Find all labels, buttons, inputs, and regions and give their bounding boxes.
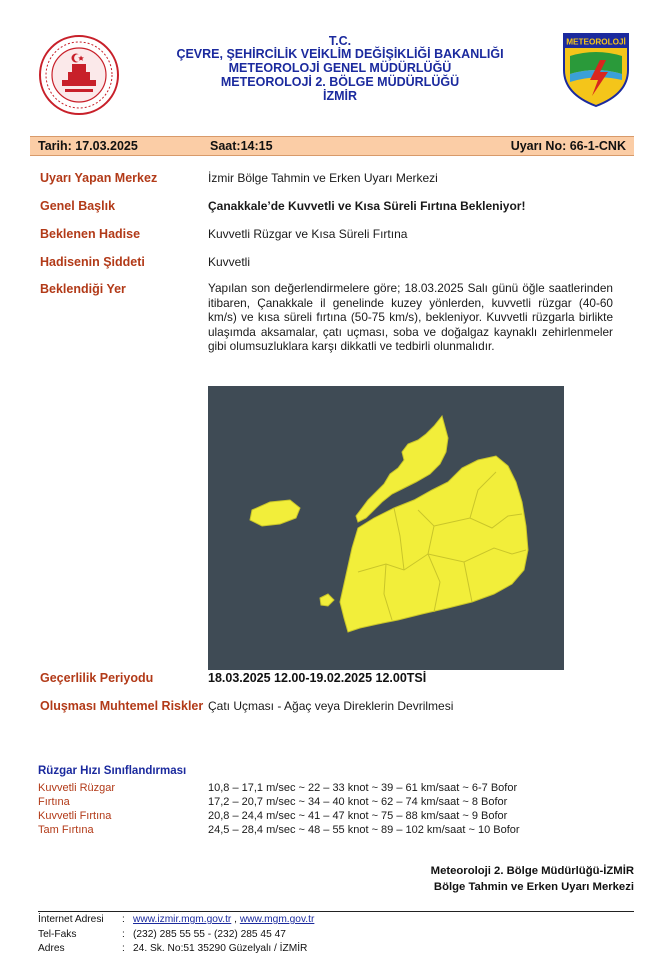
footer-telfax-row [38,929,598,942]
wind-row [38,796,598,810]
mgm-link[interactable]: www.mgm.gov.tr [239,914,315,925]
wind-class-name: Fırtına [38,796,70,808]
footer-divider [38,911,634,912]
meteoroloji-logo [560,30,632,108]
colon: : [122,929,125,940]
internet-label: İnternet Adresi [38,914,104,925]
place-description: Yapılan son değerlendirmelere göre; 18.03.2025 Salı günü öğle saatlerinden itibaren, Çanakkale il genelinde kuzey yönlerden, kuvvetli rüzgar (40-60 km/s) ve kısa süreli fırtına (50-75 km/s), bekleniyor. Kuvvetli rüzgarla birlikte ulaşımda aksamalar, çatı uçması, soba ve doğalgaz kaynaklı zehirlenmeler gibi olumsuzluklara karşı dikkatli ve tedbirli olunmalıdır. [208,281,613,354]
validity-label: Geçerlilik Periyodu [40,671,154,685]
wind-class-name: Kuvvetli Fırtına [38,810,112,822]
header-directorate: METEOROLOJİ GENEL MÜDÜRLÜĞÜ [228,61,452,75]
wind-table-title: Rüzgar Hızı Sınıflandırması [38,765,187,777]
wind-class-range: 10,8 – 17,1 m/sec ~ 22 – 33 knot ~ 39 – 61 km/saat ~ 6-7 Bofor [208,782,518,794]
colon: : [122,914,125,925]
header-ministry: ÇEVRE, ŞEHİRCİLİK VEİKLİM DEĞİŞİKLİĞİ BAKANLIĞI [176,47,504,61]
svg-text:METEOROLOJİ: METEOROLOJİ [566,37,626,47]
center-value: İzmir Bölge Tahmin ve Erken Uyarı Merkezi [208,171,438,185]
event-label: Beklenen Hadise [40,227,141,241]
severity-label: Hadisenin Şiddeti [40,255,145,269]
header-regional: METEOROLOJİ 2. BÖLGE MÜDÜRLÜĞÜ [220,75,460,89]
wind-class-name: Tam Fırtına [38,824,94,836]
telfax-label: Tel-Faks [38,929,77,940]
validity-value: 18.03.2025 12.00-19.02.2025 12.00TSİ [208,671,427,685]
title-value: Çanakkale’de Kuvvetli ve Kısa Süreli Fırtına Bekleniyor! [208,199,526,213]
warning-map [208,386,564,670]
canakkale-region-shape [250,416,528,632]
wind-row [38,824,598,838]
ministry-seal-logo [38,34,120,116]
risks-label: Oluşması Muhtemel Riskler [40,699,204,713]
wind-class-range: 20,8 – 24,4 m/sec ~ 41 – 47 knot ~ 75 – 88 km/saat ~ 9 Bofor [208,810,508,822]
header-city: İZMİR [322,89,358,103]
address-value: 24. Sk. No:51 35290 Güzelyalı / İZMİR [133,943,308,954]
signature-line-2: Bölge Tahmin ve Erken Uyarı Merkezi [433,881,634,893]
time-text: Saat:14:15 [210,139,273,153]
warning-number: Uyarı No: 66-1-CNK [510,139,626,153]
header-tc: T.C. [328,34,352,48]
wind-row [38,810,598,824]
risks-value: Çatı Uçması - Ağaç veya Direklerin Devrilmesi [208,699,454,713]
wind-row [38,782,598,796]
signature-line-1: Meteoroloji 2. Bölge Müdürlüğü-İZMİR [430,865,634,877]
telfax-value: (232) 285 55 55 - (232) 285 45 47 [133,929,286,940]
wind-class-range: 24,5 – 28,4 m/sec ~ 48 – 55 knot ~ 89 – 102 km/saat ~ 10 Bofor [208,824,520,836]
center-label: Uyarı Yapan Merkez [40,171,158,185]
date-text: Tarih: 17.03.2025 [38,139,138,153]
link-separator: , [234,914,237,925]
wind-class-range: 17,2 – 20,7 m/sec ~ 34 – 40 knot ~ 62 – 74 km/saat ~ 8 Bofor [208,796,508,808]
footer-address-row [38,943,598,956]
wind-class-name: Kuvvetli Rüzgar [38,782,116,794]
event-value: Kuvvetli Rüzgar ve Kısa Süreli Fırtına [208,227,408,241]
colon: : [122,943,125,954]
place-label: Beklendiği Yer [40,282,126,296]
severity-value: Kuvvetli [208,255,251,269]
footer-internet-row [38,914,598,927]
info-band [30,136,634,156]
address-label: Adres [38,943,65,954]
title-label: Genel Başlık [40,199,116,213]
izmir-mgm-link[interactable]: www.izmir.mgm.gov.tr [133,914,232,925]
